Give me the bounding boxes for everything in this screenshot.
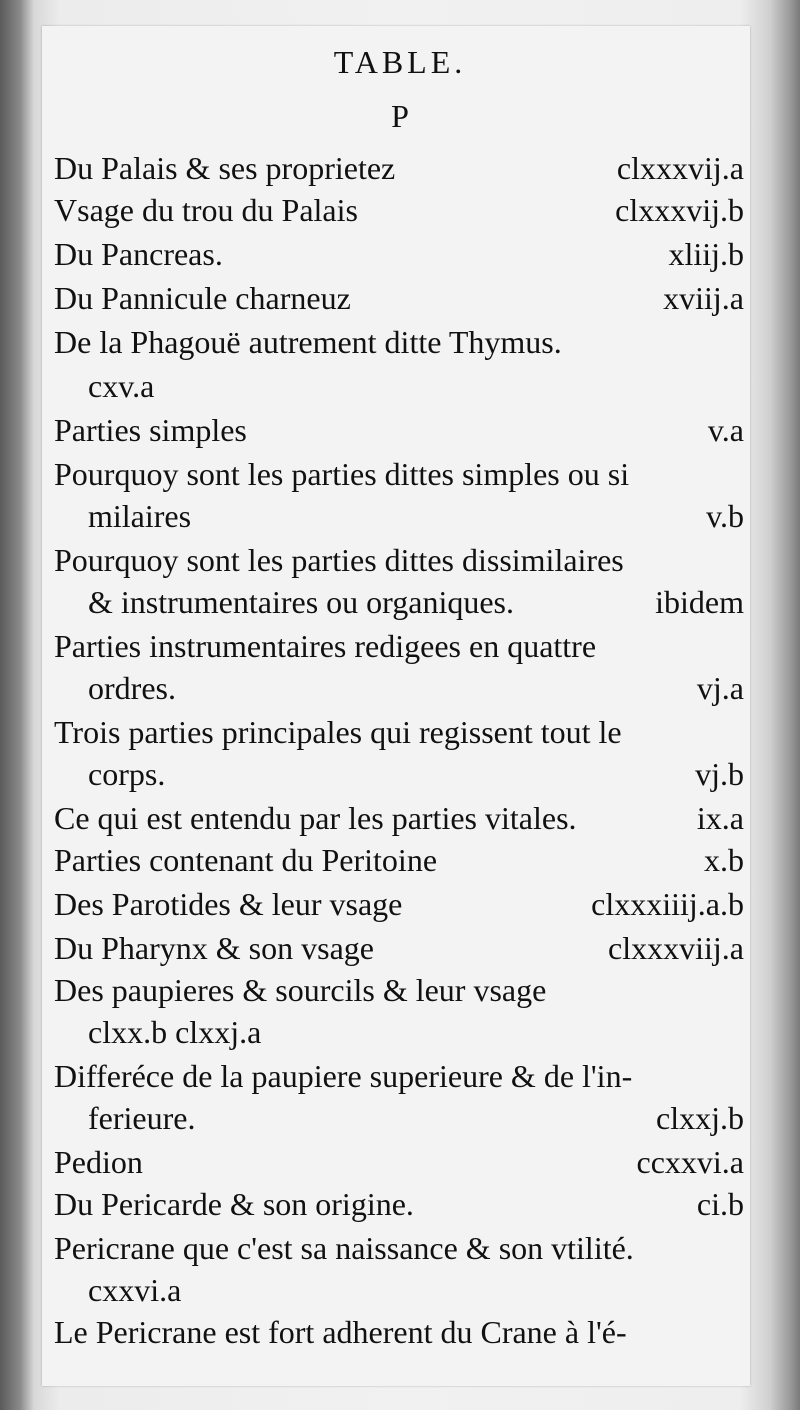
index-entry <box>54 712 744 752</box>
entry-text: Des Parotides & leur vsage <box>54 886 403 922</box>
entry-ref: xviij.a <box>663 280 744 316</box>
entry-text: De la Phagouë autrement ditte Thymus. <box>54 324 562 360</box>
entry-text: Pourquoy sont les parties dittes simples ou si <box>54 456 630 492</box>
entry-ref: clxxxiiij.a.b <box>591 886 744 922</box>
entry-text: ordres. <box>88 670 176 706</box>
entry-ref: vj.b <box>695 756 744 792</box>
entry-text: & instrumentaires ou organiques. <box>88 584 514 620</box>
entry-ref: ix.a <box>696 800 744 836</box>
index-entry <box>54 1312 744 1352</box>
entry-text: corps. <box>88 756 166 792</box>
entry-continuation <box>88 366 744 406</box>
entry-ref: clxxj.b <box>656 1100 744 1136</box>
entry-continuation <box>88 496 744 536</box>
entry-text: Differéce de la paupiere superieure & de l'in- <box>54 1058 633 1094</box>
entry-text: Pourquoy sont les parties dittes dissimilaires <box>54 542 624 578</box>
entry-text: milaires <box>88 498 192 534</box>
entry-text: cxxvi.a <box>88 1272 182 1308</box>
entry-text: Le Pericrane est fort adherent du Crane à l'é- <box>54 1314 627 1350</box>
entry-continuation <box>88 668 744 708</box>
index-entry <box>54 278 744 318</box>
entry-continuation <box>88 754 744 794</box>
entry-text: Du Pericarde & son origine. <box>54 1186 414 1222</box>
index-entry <box>54 1142 744 1182</box>
index-entry <box>54 148 744 188</box>
entry-ref: ibidem <box>655 584 744 620</box>
index-entry <box>54 840 744 880</box>
index-entry <box>54 1228 744 1268</box>
index-entry <box>54 626 744 666</box>
index-entry <box>54 928 744 968</box>
entry-text: Pedion <box>54 1144 143 1180</box>
entry-ref: ccxxvi.a <box>636 1144 744 1180</box>
entry-ref: v.a <box>707 412 744 448</box>
entry-continuation <box>88 1098 744 1138</box>
entry-text: Pericrane que c'est sa naissance & son vtilité. <box>54 1230 634 1266</box>
entry-continuation <box>88 582 744 622</box>
section-letter: P <box>391 98 409 134</box>
entry-ref: x.b <box>704 842 744 878</box>
entry-text: ferieure. <box>88 1100 196 1136</box>
entry-text: Des paupieres & sourcils & leur vsage <box>54 972 547 1008</box>
entry-continuation <box>88 1012 744 1052</box>
entry-text: Ce qui est entendu par les parties vitales. <box>54 800 577 836</box>
index-entry <box>54 884 744 924</box>
index-entry <box>54 234 744 274</box>
entry-ref: clxxxvij.b <box>615 192 744 228</box>
entry-ref: xliij.b <box>668 236 744 272</box>
entry-text: Du Pannicule charneuz <box>54 280 351 316</box>
entry-text: Du Pancreas. <box>54 236 223 272</box>
index-entry <box>54 798 744 838</box>
entry-text: clxx.b clxxj.a <box>88 1014 262 1050</box>
entry-text: Vsage du trou du Palais <box>54 192 358 228</box>
index-entry <box>54 322 744 362</box>
entry-ref: clxxxviij.a <box>608 930 744 966</box>
index-entry <box>54 1056 744 1096</box>
entry-ref: ci.b <box>696 1186 744 1222</box>
entry-text: Parties contenant du Peritoine <box>54 842 438 878</box>
index-entry <box>54 454 744 494</box>
entry-text: Parties instrumentaires redigees en quattre <box>54 628 597 664</box>
page-title: TABLE. <box>333 44 467 80</box>
entry-text: Du Pharynx & son vsage <box>54 930 374 966</box>
index-entry <box>54 410 744 450</box>
entry-text: Du Palais & ses proprietez <box>54 150 396 186</box>
entry-ref: clxxxvij.a <box>616 150 744 186</box>
index-entry <box>54 540 744 580</box>
entry-text: Trois parties principales qui regissent tout le <box>54 714 622 750</box>
entry-text: Parties simples <box>54 412 247 448</box>
index-entry <box>54 970 744 1010</box>
entry-text: cxv.a <box>88 368 155 404</box>
index-entry <box>54 190 744 230</box>
entry-ref: v.b <box>706 498 744 534</box>
entry-continuation <box>88 1270 744 1310</box>
entry-ref: vj.a <box>696 670 744 706</box>
index-entry <box>54 1184 744 1224</box>
